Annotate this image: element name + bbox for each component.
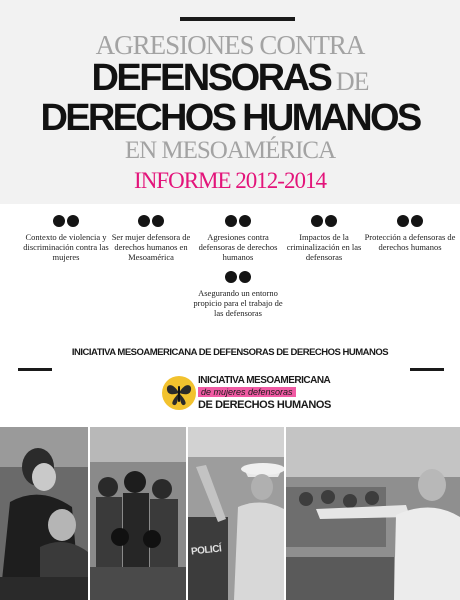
- logo-text-line-2: de mujeres defensoras: [198, 387, 296, 397]
- report-years: INFORME 2012-2014: [134, 168, 326, 193]
- title-defensoras: DEFENSORAS: [91, 57, 331, 99]
- topic-5: [364, 214, 456, 252]
- butterfly-icon: [162, 376, 196, 410]
- topic-label: Asegurando un entorno propicio para el trabajo de las defensoras: [193, 288, 283, 318]
- title-line-4: EN MESOAMÉRICA: [124, 137, 336, 164]
- initiative-logo: [162, 373, 331, 413]
- bullet-dots-icon: [105, 214, 197, 227]
- bullet-dots-icon: [192, 214, 284, 227]
- title-de: DE: [335, 67, 369, 96]
- bullet-dots-icon: [278, 214, 370, 227]
- title-line-1: AGRESIONES CONTRA: [95, 30, 365, 60]
- bullet-dots-icon: [192, 270, 284, 283]
- topic-1: [20, 214, 112, 262]
- top-rule: [180, 17, 295, 21]
- topic-6: [192, 270, 284, 318]
- topic-label: Protección a defensoras de derechos humanos: [364, 232, 456, 252]
- topic-3: [192, 214, 284, 262]
- topic-label: Impactos de la criminalización en las defensoras: [286, 232, 362, 262]
- topic-2: [105, 214, 197, 262]
- photo-woman-police-shield: [188, 427, 284, 600]
- logo-text-line-1: INICIATIVA MESOAMERICANA: [198, 375, 331, 386]
- topic-label: Contexto de violencia y discriminación contra las mujeres: [23, 232, 109, 262]
- topic-label: Agresiones contra defensoras de derechos humanos: [198, 232, 278, 262]
- divider-right: [410, 368, 444, 371]
- initiative-heading: INICIATIVA MESOAMERICANA DE DEFENSORAS DE DERECHOS HUMANOS: [71, 347, 389, 358]
- topic-label: Ser mujer defensora de derechos humanos en Mesoamérica: [111, 232, 191, 262]
- bullet-dots-icon: [20, 214, 112, 227]
- photo-strip: [0, 427, 460, 600]
- photo-riot-police: [90, 427, 186, 600]
- title-line-3: DERECHOS HUMANOS: [40, 97, 420, 139]
- photo-protest-women: [0, 427, 88, 600]
- topic-4: [278, 214, 370, 262]
- bullet-dots-icon: [364, 214, 456, 227]
- police-shield-text: POLICÍ: [190, 543, 222, 558]
- logo-text-line-3: DE DERECHOS HUMANOS: [198, 399, 331, 411]
- divider-left: [18, 368, 52, 371]
- cover-header: [0, 0, 460, 204]
- photo-woman-pointing: [286, 427, 460, 600]
